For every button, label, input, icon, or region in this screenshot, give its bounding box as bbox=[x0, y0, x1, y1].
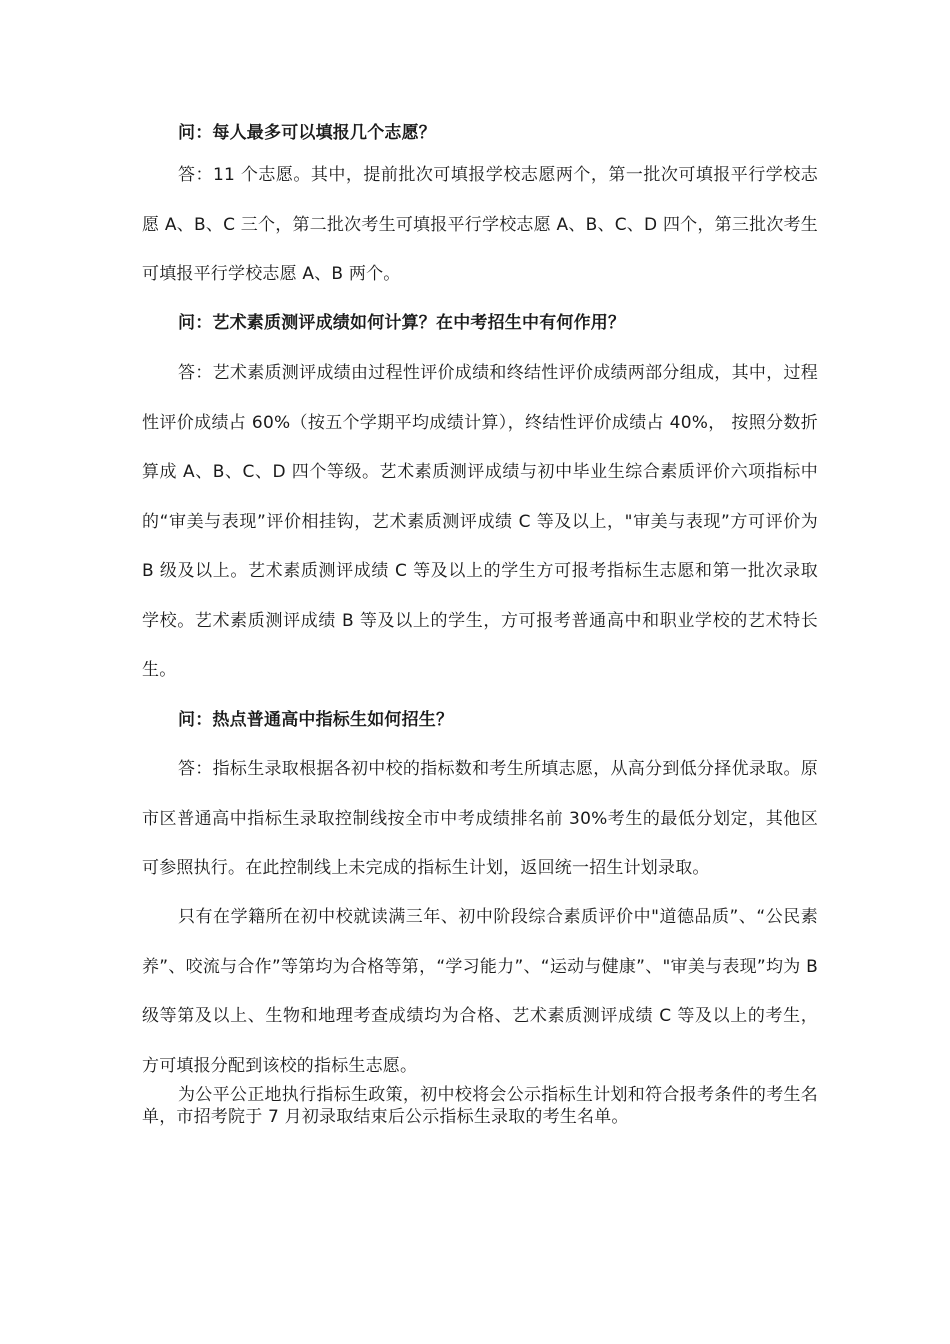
answer-art-assessment: 答：艺术素质测评成绩由过程性评价成绩和终结性评价成绩两部分组成，其中，过程性评价成绩占 60%（按五个学期平均成绩计算），终结性评价成绩占 40%， 按照分数折算成 A、B、C、D 四个等级。艺术素质测评成绩与初中毕业生综合素质评价六项指标中的“审美与表现”评价相挂钩，艺术素质测评成绩 C 等及以上，"审美与表现”方可评价为 B 级及以上。艺术素质测评成绩 C 等及以上的学生方可报考指标生志愿和第一批次录取学校。艺术素质测评成绩 B 等及以上的学生，方可报考普通高中和职业学校的艺术特长生。 bbox=[142, 363, 818, 680]
answer-max-applications: 答：11 个志愿。其中，提前批次可填报学校志愿两个，第一批次可填报平行学校志愿 A、B、C 三个，第二批次考生可填报平行学校志愿 A、B、C、D 四个，第三批次考生可填报平行学校志愿 A、B 两个。 bbox=[142, 165, 818, 284]
question-quota-students: 问：热点普通高中指标生如何招生？ bbox=[178, 710, 454, 730]
paragraph-eligibility: 只有在学籍所在初中校就读满三年、初中阶段综合素质评价中"道德品质”、“公民素养”、咬流与合作”等第均为合格等第，“学习能力”、“运动与健康”、"审美与表现”均为 B 级等第及以上、生物和地理考查成绩均为合格、艺术素质测评成绩 C 等及以上的考生，方可填报分配到该校的指标生志愿。 bbox=[142, 907, 818, 1076]
question-art-assessment: 问：艺术素质测评成绩如何计算？在中考招生中有何作用？ bbox=[178, 313, 626, 333]
question-max-applications: 问：每人最多可以填报几个志愿？ bbox=[178, 123, 436, 143]
paragraph-publicity: 为公平公正地执行指标生政策，初中校将会公示指标生计划和符合报考条件的考生名单，市招考院于 7 月初录取结束后公示指标生录取的考生名单。 bbox=[142, 1085, 818, 1127]
answer-quota-students: 答：指标生录取根据各初中校的指标数和考生所填志愿，从高分到低分择优录取。原市区普通高中指标生录取控制线按全市中考成绩排名前 30%考生的最低分划定，其他区可参照执行。在此控制线上未完成的指标生计划，返回统一招生计划录取。 bbox=[142, 759, 818, 878]
